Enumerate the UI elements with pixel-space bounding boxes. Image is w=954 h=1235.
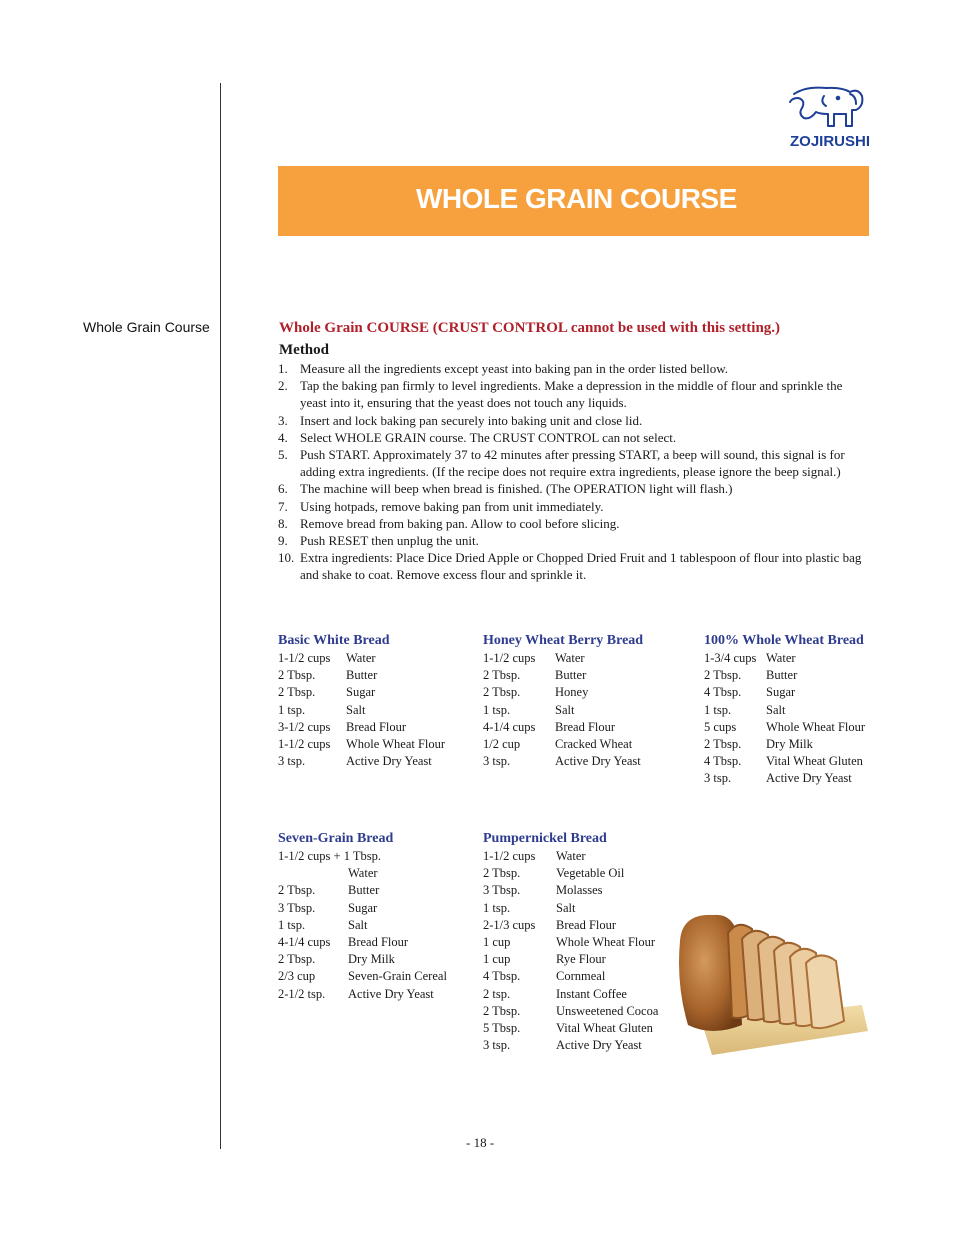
ingredient-list — [704, 650, 865, 788]
ingredient-list — [278, 882, 447, 1002]
ingredient-row — [278, 882, 447, 899]
ingredient-name: Salt — [766, 702, 786, 717]
ingredient-list — [483, 650, 643, 770]
step-text: Using hotpads, remove baking pan from unit immediately. — [300, 498, 604, 514]
page-number: - 18 - — [466, 1135, 495, 1150]
step-text: Select WHOLE GRAIN course. The CRUST CONTROL can not select. — [300, 429, 677, 445]
brand-wordmark: ZOJIRUSHI — [789, 133, 870, 150]
ingredient-name: Instant Coffee — [556, 986, 627, 1001]
ingredient-name: Active Dry Yeast — [555, 754, 641, 769]
ingredient-name: Butter — [346, 668, 378, 683]
ingredient-row — [704, 702, 865, 719]
ingredient-quantity: 1-3/4 cups — [704, 651, 757, 665]
ingredient-quantity: 2 Tbsp. — [704, 668, 742, 683]
ingredient-row — [483, 719, 643, 736]
step-text: Push START. Approximately 37 to 42 minutes after pressing START, a beep will sound, this signal is for adding extra ingredients. (If the recipe does not require extra ingredients, please ignore the beep signal.) — [300, 447, 845, 480]
ingredient-row — [483, 1020, 658, 1037]
ingredient-name: Water — [348, 866, 378, 881]
ingredient-quantity: 2 Tbsp. — [278, 668, 316, 683]
ingredient-quantity: 2 Tbsp. — [278, 883, 316, 898]
ingredient-quantity: 1-1/2 cups — [278, 737, 331, 752]
ingredient-quantity: 2 Tbsp. — [278, 685, 316, 700]
method-step — [278, 480, 863, 497]
course-heading: Whole Grain COURSE (CRUST CONTROL cannot be used with this setting.) — [279, 320, 781, 336]
ingredient-row — [483, 968, 658, 985]
ingredient-name: Seven-Grain Cereal — [348, 969, 447, 984]
ingredient-row — [278, 650, 445, 667]
ingredient-row — [483, 1037, 658, 1054]
ingredient-name: Salt — [346, 702, 366, 717]
margin-rule — [220, 83, 221, 1149]
ingredient-list — [278, 650, 445, 770]
ingredient-name: Bread Flour — [348, 935, 409, 950]
ingredient-row — [278, 753, 445, 770]
elephant-logo-icon — [776, 84, 870, 132]
sliced-bread-image — [672, 905, 870, 1057]
page-title: WHOLE GRAIN COURSE — [416, 183, 737, 214]
recipe-honey-wheat-berry-bread — [483, 632, 643, 770]
step-text: Tap the baking pan firmly to level ingredients. Make a depression in the middle of flour and sprinkle the yeast into it, ensuring that the yeast does not touch any liquids. — [300, 378, 843, 411]
ingredient-quantity: 2-1/3 cups — [483, 917, 536, 932]
method-step — [278, 360, 863, 377]
ingredient-quantity: 5 Tbsp. — [483, 1021, 521, 1036]
method-step — [278, 532, 863, 549]
ingredient-row — [483, 1003, 658, 1020]
method-title: Method — [279, 342, 329, 358]
ingredient-name: Vital Wheat Gluten — [766, 754, 863, 769]
ingredient-name: Bread Flour — [555, 719, 616, 734]
ingredient-name: Vegetable Oil — [556, 866, 625, 881]
ingredient-row — [278, 702, 445, 719]
ingredient-quantity: 1 tsp. — [483, 702, 511, 717]
ingredient-name: Salt — [348, 917, 368, 932]
ingredient-row — [278, 951, 447, 968]
recipe-pumpernickel-bread — [483, 830, 658, 1054]
method-step — [278, 498, 863, 515]
ingredient-name: Active Dry Yeast — [556, 1038, 642, 1053]
ingredient-name: Cornmeal — [556, 969, 606, 984]
ingredient-row — [483, 865, 658, 882]
ingredient-quantity: 2/3 cup — [278, 969, 316, 984]
step-number: 7. — [278, 498, 288, 514]
ingredient-quantity: 2 Tbsp. — [483, 866, 521, 881]
ingredient-name: Salt — [555, 702, 575, 717]
ingredient-quantity: 3 tsp. — [704, 771, 732, 786]
step-number: 1. — [278, 361, 288, 376]
ingredient-quantity: 1 cup — [483, 935, 511, 950]
method-steps — [278, 360, 863, 584]
ingredient-list — [483, 848, 658, 1054]
step-text: Extra ingredients: Place Dice Dried Apple or Chopped Dried Fruit and 1 tablespoon of flour into plastic bag and shake to coat. Remove excess flour and sprinkle it. — [300, 550, 862, 583]
ingredient-name: Sugar — [346, 685, 376, 700]
section-side-label: Whole Grain Course — [83, 319, 210, 335]
ingredient-row — [278, 719, 445, 736]
title-banner — [278, 166, 869, 236]
ingredient-quantity: 3 Tbsp. — [483, 883, 521, 898]
ingredient-row — [278, 736, 445, 753]
ingredient-quantity: 1-1/2 cups + 1 Tbsp. — [278, 849, 381, 863]
ingredient-row — [704, 770, 865, 787]
step-number: 6. — [278, 481, 288, 497]
ingredient-row — [483, 882, 658, 899]
ingredient-row — [704, 650, 865, 667]
ingredient-quantity: 1-1/2 cups — [483, 651, 536, 665]
step-number: 8. — [278, 515, 288, 531]
recipe-seven-grain-bread — [278, 830, 447, 1003]
ingredient-name: Water — [555, 651, 585, 665]
step-number: 2. — [278, 378, 288, 394]
ingredient-name: Whole Wheat Flour — [346, 737, 446, 752]
recipe-title: Honey Wheat Berry Bread — [483, 633, 644, 648]
ingredient-row — [278, 934, 447, 951]
ingredient-row — [278, 865, 447, 882]
ingredient-name: Honey — [555, 685, 589, 700]
ingredient-row — [483, 934, 658, 951]
ingredient-quantity: 4-1/4 cups — [278, 935, 331, 950]
step-text: Measure all the ingredients except yeast into baking pan in the order listed bellow. — [300, 361, 729, 376]
recipe-basic-white-bread — [278, 632, 445, 770]
recipe-title: Pumpernickel Bread — [483, 831, 607, 846]
ingredient-name: Active Dry Yeast — [348, 986, 434, 1001]
ingredient-row — [483, 917, 658, 934]
ingredient-name: Active Dry Yeast — [346, 754, 432, 769]
ingredient-name: Butter — [766, 668, 798, 683]
ingredient-row — [278, 900, 447, 917]
ingredient-name: Vital Wheat Gluten — [556, 1021, 653, 1036]
ingredient-quantity: 3 Tbsp. — [278, 900, 316, 915]
ingredient-row — [704, 667, 865, 684]
ingredient-name: Cracked Wheat — [555, 737, 633, 752]
step-text: Push RESET then unplug the unit. — [300, 533, 479, 549]
ingredient-name: Sugar — [348, 900, 378, 915]
ingredient-name: Unsweetened Cocoa — [556, 1003, 659, 1018]
recipe-title: Seven-Grain Bread — [278, 831, 394, 846]
ingredient-row — [704, 736, 865, 753]
method-step — [278, 549, 863, 583]
ingredient-quantity: 1 tsp. — [704, 702, 732, 717]
ingredient-row — [483, 900, 658, 917]
step-text: Insert and lock baking pan securely into baking unit and close lid. — [300, 412, 643, 428]
ingredient-name: Whole Wheat Flour — [556, 935, 656, 950]
ingredient-quantity: 1-1/2 cups — [483, 849, 536, 863]
recipe-title: Basic White Bread — [278, 633, 390, 648]
ingredient-quantity: 4 Tbsp. — [704, 754, 742, 769]
ingredient-row — [483, 650, 643, 667]
step-number: 10. — [278, 550, 295, 566]
ingredient-name: Molasses — [556, 883, 603, 898]
ingredient-quantity: 2 Tbsp. — [483, 1003, 521, 1018]
ingredient-row — [483, 848, 658, 865]
ingredient-name: Dry Milk — [766, 737, 813, 752]
ingredient-quantity: 5 cups — [704, 719, 737, 734]
method-step — [278, 429, 863, 446]
ingredient-name: Water — [346, 651, 376, 665]
step-number: 9. — [278, 533, 288, 549]
method-step — [278, 446, 863, 480]
ingredient-quantity: 1 cup — [483, 952, 511, 967]
step-number: 5. — [278, 447, 288, 463]
ingredient-name: Butter — [555, 668, 587, 683]
recipe-title: 100% Whole Wheat Bread — [704, 633, 864, 648]
ingredient-name: Rye Flour — [556, 952, 606, 967]
ingredient-quantity: 4 Tbsp. — [704, 685, 742, 700]
ingredient-row — [483, 753, 643, 770]
ingredient-name: Water — [556, 849, 586, 863]
ingredient-quantity: 3-1/2 cups — [278, 719, 331, 734]
ingredient-quantity: 1/2 cup — [483, 737, 521, 752]
ingredient-row — [483, 951, 658, 968]
ingredient-quantity: 3 tsp. — [278, 754, 306, 769]
ingredient-row — [483, 736, 643, 753]
method-step — [278, 412, 863, 429]
ingredient-row — [278, 667, 445, 684]
ingredient-row — [704, 684, 865, 701]
ingredient-name: Butter — [348, 883, 380, 898]
brand-logo — [776, 84, 870, 150]
ingredient-quantity: 2 Tbsp. — [704, 737, 742, 752]
step-text: Remove bread from baking pan. Allow to cool before slicing. — [300, 515, 620, 531]
ingredient-quantity: 1 tsp. — [278, 702, 306, 717]
ingredient-row — [704, 719, 865, 736]
ingredient-name: Active Dry Yeast — [766, 771, 852, 786]
recipe-whole-wheat-bread — [704, 632, 865, 788]
step-number: 4. — [278, 429, 288, 445]
method-step — [278, 377, 863, 411]
ingredient-quantity: 2 Tbsp. — [483, 668, 521, 683]
ingredient-name: Sugar — [766, 685, 796, 700]
ingredient-quantity: 1 tsp. — [483, 900, 511, 915]
ingredient-row — [278, 684, 445, 701]
ingredient-quantity: 2-1/2 tsp. — [278, 986, 326, 1001]
ingredient-name: Whole Wheat Flour — [766, 719, 866, 734]
ingredient-row — [483, 684, 643, 701]
ingredient-row — [278, 917, 447, 934]
ingredient-quantity: 1-1/2 cups — [278, 651, 331, 665]
ingredient-name: Dry Milk — [348, 952, 395, 967]
ingredient-row — [483, 986, 658, 1003]
ingredient-quantity: 3 tsp. — [483, 1038, 511, 1053]
ingredient-row — [483, 702, 643, 719]
method-step — [278, 515, 863, 532]
step-text: The machine will beep when bread is finished. (The OPERATION light will flash.) — [300, 481, 733, 497]
ingredient-quantity: 3 tsp. — [483, 754, 511, 769]
ingredient-quantity: 4 Tbsp. — [483, 969, 521, 984]
ingredient-quantity: 2 tsp. — [483, 986, 511, 1001]
ingredient-row — [278, 968, 447, 985]
ingredient-quantity: 2 Tbsp. — [483, 685, 521, 700]
ingredient-name: Bread Flour — [346, 719, 407, 734]
step-number: 3. — [278, 412, 288, 428]
ingredient-quantity: 2 Tbsp. — [278, 952, 316, 967]
ingredient-name: Water — [766, 651, 796, 665]
ingredient-row — [704, 753, 865, 770]
ingredient-name: Bread Flour — [556, 917, 617, 932]
ingredient-row — [278, 986, 447, 1003]
ingredient-quantity: 4-1/4 cups — [483, 719, 536, 734]
ingredient-quantity: 1 tsp. — [278, 917, 306, 932]
ingredient-name: Salt — [556, 900, 576, 915]
ingredient-row — [483, 667, 643, 684]
ingredient-row — [278, 848, 447, 865]
